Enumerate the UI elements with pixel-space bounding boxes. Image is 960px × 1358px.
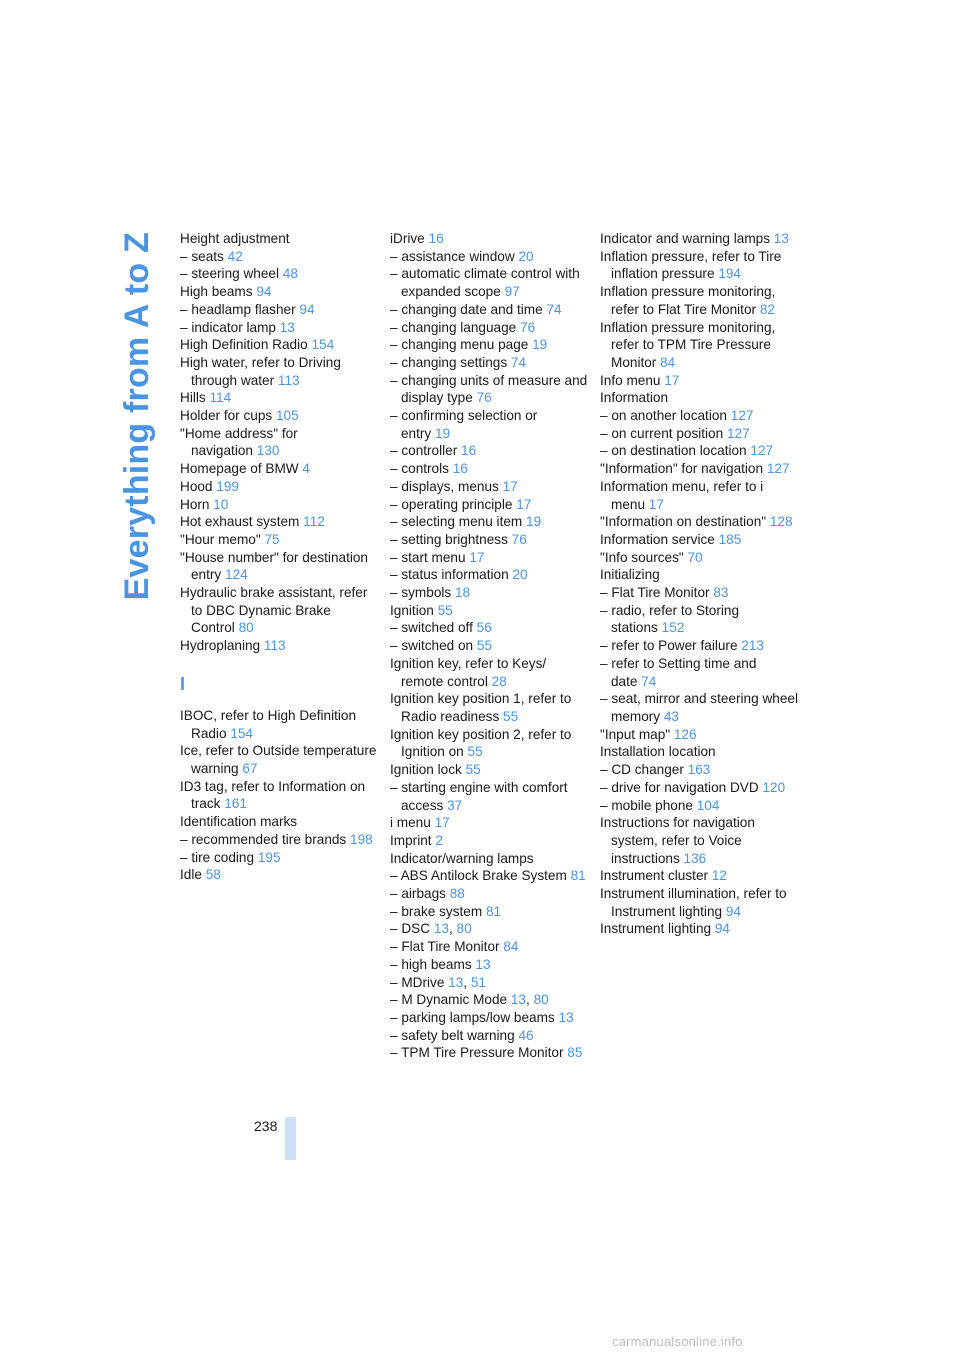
index-entry-text: – safety belt warning — [390, 1027, 515, 1043]
index-entry — [390, 513, 590, 531]
index-entry — [180, 496, 380, 514]
index-entry-text: "Home address" for navigation — [180, 425, 298, 459]
index-entry — [180, 389, 380, 407]
index-entry — [180, 513, 380, 531]
index-entry-text: Installation location — [600, 744, 716, 760]
index-entry — [180, 866, 380, 884]
index-entry-text: – changing language — [390, 319, 517, 335]
index-entry-text: – mobile phone — [600, 797, 693, 813]
page-reference-link[interactable]: 130 — [256, 443, 280, 459]
page-reference-link[interactable]: 16 — [461, 443, 477, 459]
page-reference-link[interactable]: 20 — [512, 567, 528, 583]
index-entry-text: Height adjustment — [180, 231, 290, 246]
page-reference-link[interactable]: 58 — [205, 867, 221, 883]
index-entry-text: Info menu — [600, 372, 661, 388]
index-entry — [600, 407, 800, 425]
index-entry — [180, 425, 380, 460]
index-entry — [390, 301, 590, 319]
page-reference-link[interactable]: 128 — [769, 514, 793, 530]
index-entry — [600, 602, 800, 637]
index-entry-text: – radio, refer to Storing stations — [600, 602, 740, 636]
index-entry-text: – airbags — [390, 886, 446, 902]
index-entry-text: Hood — [180, 478, 213, 494]
index-entry — [600, 690, 800, 725]
index-entry-text: Imprint — [390, 832, 432, 848]
index-entry — [180, 336, 380, 354]
index-entry — [600, 867, 800, 885]
page-reference-link[interactable]: 94 — [256, 284, 272, 300]
page-reference-link[interactable]: 154 — [311, 337, 335, 353]
index-entry-text: – seat, mirror and steering wheel memory — [600, 691, 798, 724]
index-entry — [180, 849, 380, 867]
index-entry-text: – on another location — [600, 408, 727, 424]
index-entry-text: Identification marks — [180, 814, 298, 830]
page-reference-link[interactable]: 13 — [475, 956, 491, 972]
index-entry-text: – TPM Tire Pressure Monitor — [390, 1045, 564, 1061]
index-entry — [390, 814, 590, 832]
index-entry — [600, 513, 800, 531]
index-entry — [390, 885, 590, 903]
index-entry — [390, 690, 590, 725]
index-entry — [600, 779, 800, 797]
index-entry — [390, 584, 590, 602]
index-entry-text: – changing units of measure and display type — [390, 372, 588, 406]
index-entry — [390, 336, 590, 354]
index-entry — [180, 778, 380, 813]
index-entry-text: High water, refer to Driving through water — [180, 354, 341, 388]
page-reference-link[interactable]: 13 — [510, 992, 526, 1008]
index-entry-text: – starting engine with comfort access — [390, 779, 568, 813]
page-reference-link[interactable]: 17 — [502, 478, 518, 494]
index-entry — [390, 602, 590, 620]
index-entry — [390, 761, 590, 779]
page-reference-link[interactable]: 46 — [518, 1027, 534, 1043]
page-reference-link[interactable]: 19 — [532, 337, 548, 353]
index-entry-text: Hydroplaning — [180, 638, 261, 654]
index-entry-text: – switched on — [390, 638, 474, 654]
index-entry-text: Instrument lighting — [600, 921, 712, 937]
page-reference-link[interactable]: 94 — [299, 301, 315, 317]
index-entry — [390, 478, 590, 496]
index-entry-text: "House number" for destination entry — [180, 549, 368, 583]
page-reference-link[interactable]: 55 — [503, 708, 519, 724]
index-entry — [180, 460, 380, 478]
index-entry-text: – MDrive — [390, 974, 445, 990]
index-entry — [600, 549, 800, 567]
page-reference-link[interactable]: 74 — [546, 301, 562, 317]
index-column-2 — [390, 230, 590, 1062]
index-entry — [180, 831, 380, 849]
index-entry — [390, 903, 590, 921]
index-entry — [180, 301, 380, 319]
index-entry-text: Hydraulic brake assistant, refer to DBC Dynamic Brake Control — [180, 585, 368, 636]
page-reference-link[interactable]: 42 — [227, 248, 243, 264]
page-reference-link[interactable]: 16 — [428, 231, 444, 246]
index-entry-text: – DSC — [390, 921, 431, 937]
index-entry: – MDrive 13, 51 — [390, 974, 486, 990]
page-reference-link[interactable]: 114 — [209, 390, 232, 406]
section-side-title: Everything from A to Z — [118, 232, 156, 601]
index-entry-text: – controls — [390, 461, 449, 477]
page-reference-link[interactable]: 13 — [558, 1009, 574, 1025]
index-entry — [390, 1044, 590, 1062]
index-entry — [600, 743, 800, 761]
index-entry — [600, 531, 800, 549]
index-entry-text: – changing settings — [390, 354, 508, 370]
index-entry-text: High beams — [180, 284, 253, 300]
index-entry — [390, 867, 590, 885]
index-entry-text: – parking lamps/low beams — [390, 1009, 555, 1025]
index-entry-text: i menu — [390, 815, 431, 831]
index-entry-text: – on destination location — [600, 443, 747, 459]
page-reference-link[interactable]: 85 — [567, 1045, 583, 1061]
index-entry — [600, 920, 800, 938]
page-reference-link[interactable]: 75 — [264, 531, 280, 547]
page-number-bar — [285, 1117, 296, 1160]
index-entry-text: Inflation pressure, refer to Tire inflation pressure — [600, 248, 782, 282]
index-entry — [390, 442, 590, 460]
index-entry — [180, 354, 380, 389]
index-entry-text: Instructions for navigation system, refer to Voice instructions — [600, 815, 755, 866]
page-reference-link[interactable]: 213 — [741, 638, 764, 654]
page-reference-link[interactable]: 194 — [718, 266, 741, 282]
page-number: 238 — [254, 1118, 278, 1134]
index-entry-text: – recommended tire brands — [180, 831, 347, 847]
index-entry — [390, 655, 590, 690]
index-entry — [180, 742, 380, 777]
index-entry — [600, 761, 800, 779]
page-reference-link[interactable]: 48 — [282, 266, 298, 282]
index-entry — [390, 956, 590, 974]
index-entry — [390, 230, 590, 248]
index-entry — [390, 496, 590, 514]
index-entry — [390, 619, 590, 637]
index-entry-text: – refer to Setting time and date — [600, 655, 757, 689]
index-entry-text: – drive for navigation DVD — [600, 779, 759, 795]
index-entry — [390, 319, 590, 337]
page-reference-link[interactable]: 18 — [454, 585, 471, 601]
index-entry — [600, 425, 800, 443]
page-reference-link[interactable]: 28 — [491, 673, 507, 689]
page-reference-link[interactable]: 17 — [664, 372, 680, 388]
index-entry — [600, 230, 800, 248]
index-entry-text: – tire coding — [180, 849, 255, 865]
index-entry — [390, 372, 590, 407]
index-entry — [600, 478, 800, 513]
page-reference-link[interactable]: 97 — [504, 284, 520, 300]
index-entry — [180, 478, 380, 496]
page-reference-link[interactable]: 13 — [773, 231, 789, 246]
index-entry-text: High Definition Radio — [180, 337, 308, 353]
index-entry-text: Indicator and warning lamps — [600, 231, 771, 246]
page-reference-link[interactable]: 70 — [687, 549, 703, 565]
index-column-1 — [180, 230, 380, 884]
index-entry-text: Information menu, refer to i menu — [600, 478, 764, 512]
page-reference-link[interactable]: 13 — [279, 319, 295, 335]
page-reference-link[interactable]: 83 — [713, 585, 729, 601]
index-entry-text: Ignition key, refer to Keys/ remote control — [390, 655, 547, 689]
page-reference-link[interactable]: 37 — [447, 797, 463, 813]
index-entry-text: Homepage of BMW — [180, 461, 299, 477]
index-entry-text: Instrument cluster — [600, 868, 709, 884]
index-entry-text: – brake system — [390, 903, 483, 919]
index-entry-text: Information — [600, 390, 669, 406]
page-reference-link[interactable]: 13 — [433, 921, 449, 937]
page-reference-link[interactable]: 199 — [216, 478, 239, 494]
page-reference-link[interactable]: 43 — [663, 708, 679, 724]
page-reference-link[interactable]: 55 — [437, 602, 453, 618]
page-reference-link[interactable]: 55 — [476, 638, 493, 654]
index-entry — [390, 726, 590, 761]
index-entry-text: iDrive — [390, 231, 425, 246]
page-reference-link[interactable]: 17 — [516, 496, 532, 512]
index-entry-text: – on current position — [600, 425, 724, 441]
index-entry — [390, 637, 590, 655]
page-reference-link[interactable]: 127 — [730, 408, 754, 424]
page-reference-link[interactable]: 105 — [275, 408, 299, 424]
page-reference-link[interactable]: 161 — [224, 796, 247, 812]
index-entry — [600, 248, 800, 283]
page-reference-link[interactable]: 152 — [661, 620, 685, 636]
index-entry — [600, 814, 800, 867]
index-entry-text: – switched off — [390, 620, 473, 636]
index-entry-text: Initializing — [600, 567, 660, 583]
page-reference-link[interactable]: 76 — [520, 319, 536, 335]
index-entry — [600, 319, 800, 372]
index-entry-text: "Information" for navigation — [600, 461, 764, 477]
index-entry — [600, 655, 800, 690]
index-entry-text: Ignition key position 1, refer to Radio readiness — [390, 691, 572, 724]
page-reference-link[interactable]: 127 — [766, 461, 790, 477]
index-entry-text: – seats — [180, 248, 224, 264]
page-reference-link[interactable]: 76 — [476, 390, 492, 406]
index-entry-text: Inflation pressure monitoring, refer to Flat Tire Monitor — [600, 284, 776, 317]
index-entry-text: IBOC, refer to High Definition Radio — [180, 707, 357, 741]
index-entry-text: Ignition key position 2, refer to Ignition on — [390, 726, 572, 760]
page-reference-link[interactable]: 136 — [683, 850, 707, 866]
index-entry-text: "Input map" — [600, 726, 671, 742]
index-entry — [390, 265, 590, 300]
index-entry-text: – displays, menus — [390, 478, 499, 494]
page-reference-link[interactable]: 19 — [526, 514, 542, 530]
index-entry-text: "Hour memo" — [180, 531, 261, 547]
page-reference-link[interactable]: 80 — [533, 992, 549, 1008]
index-entry: – M Dynamic Mode 13, 80 — [390, 992, 549, 1008]
index-entry-text: – changing menu page — [390, 337, 529, 353]
index-entry — [600, 566, 800, 584]
index-entry-text: ID3 tag, refer to Information on track — [180, 778, 366, 812]
page-reference-link[interactable]: 198 — [350, 831, 373, 847]
index-entry — [180, 637, 380, 655]
page-reference-link[interactable]: 76 — [511, 531, 527, 547]
index-entry — [390, 248, 590, 266]
index-entry — [180, 549, 380, 584]
page-reference-link[interactable]: 127 — [750, 443, 774, 459]
page-reference-link[interactable]: 10 — [213, 496, 229, 512]
page-reference-link[interactable]: 88 — [449, 886, 465, 902]
page-reference-link[interactable]: 16 — [452, 461, 468, 477]
page-reference-link[interactable]: 154 — [230, 725, 253, 741]
index-entry-text: – start menu — [390, 549, 466, 565]
index-entry — [390, 407, 590, 442]
page-reference-link[interactable]: 74 — [641, 673, 657, 689]
page-reference-link[interactable]: 94 — [725, 903, 741, 919]
index-entry-text: Ignition lock — [390, 762, 462, 778]
page-reference-link[interactable]: 12 — [711, 868, 727, 884]
index-entry-text: – high beams — [390, 956, 472, 972]
index-entry-text: Idle — [180, 867, 202, 883]
index-entry-text: – Flat Tire Monitor — [390, 939, 500, 955]
index-entry — [600, 283, 800, 318]
index-entry — [390, 832, 590, 850]
index-entry — [180, 584, 380, 637]
page-reference-link[interactable]: 20 — [518, 248, 534, 264]
index-entry — [390, 779, 590, 814]
page-reference-link[interactable]: 67 — [242, 760, 258, 776]
index-entry-text: – assistance window — [390, 248, 515, 264]
index-entry-text: – changing date and time — [390, 301, 543, 317]
page-reference-link[interactable]: 2 — [435, 832, 443, 848]
index-entry-text: Horn — [180, 496, 210, 512]
index-entry — [390, 1009, 590, 1027]
page-reference-link[interactable]: 120 — [762, 779, 786, 795]
page-reference-link[interactable]: 113 — [263, 638, 286, 654]
index-entry: – DSC 13, 80 — [390, 921, 472, 937]
index-entry-text: "Info sources" — [600, 549, 684, 565]
index-entry — [180, 531, 380, 549]
index-entry-text: – refer to Power failure — [600, 638, 738, 654]
index-entry-text: – symbols — [390, 585, 452, 601]
index-entry-text: Indicator/warning lamps — [390, 850, 534, 866]
index-entry-text: – M Dynamic Mode — [390, 992, 508, 1008]
index-entry — [600, 637, 800, 655]
index-entry-text: Holder for cups — [180, 408, 273, 424]
page-reference-link[interactable]: 127 — [726, 425, 750, 441]
index-entry-text: Ignition — [390, 602, 434, 618]
index-entry — [180, 707, 380, 742]
index-entry-text: – operating principle — [390, 496, 513, 512]
page-reference-link[interactable]: 113 — [277, 372, 300, 388]
index-entry-text: – controller — [390, 443, 458, 459]
page-reference-link[interactable]: 55 — [467, 744, 483, 760]
index-entry — [600, 726, 800, 744]
index-entry — [180, 283, 380, 301]
index-entry-text: "Information on destination" — [600, 514, 767, 530]
index-entry-text: Instrument illumination, refer to Instrument lighting — [600, 886, 787, 919]
page-reference-link[interactable]: 126 — [673, 726, 697, 742]
page-reference-link[interactable]: 195 — [257, 849, 281, 865]
page-reference-link[interactable]: 112 — [303, 514, 325, 530]
page-reference-link[interactable]: 81 — [570, 868, 586, 884]
page-reference-link[interactable]: 104 — [696, 797, 720, 813]
index-entry-text: – indicator lamp — [180, 319, 276, 335]
index-entry-text: – setting brightness — [390, 531, 508, 547]
page-reference-link[interactable]: 81 — [485, 903, 502, 919]
index-entry — [180, 407, 380, 425]
page-reference-link[interactable]: 82 — [759, 301, 775, 317]
index-entry — [180, 230, 380, 248]
index-entry-text: – steering wheel — [180, 266, 279, 282]
index-entry-text: Hills — [180, 390, 206, 406]
index-entry-text: – Flat Tire Monitor — [600, 585, 710, 601]
page-reference-link[interactable]: 17 — [648, 496, 664, 512]
index-entry — [390, 460, 590, 478]
index-entry-text: – selecting menu item — [390, 514, 523, 530]
page-reference-link[interactable]: 56 — [476, 620, 492, 636]
index-entry-text: Ice, refer to Outside temperature warning — [180, 743, 377, 776]
index-entry — [180, 813, 380, 831]
index-entry-text: – CD changer — [600, 762, 684, 778]
index-entry-text: – headlamp flasher — [180, 301, 296, 317]
page-reference-link[interactable]: 80 — [456, 921, 472, 937]
index-entry — [600, 389, 800, 407]
page-reference-link[interactable]: 124 — [225, 567, 248, 583]
index-entry-text: Hot exhaust system — [180, 514, 300, 530]
index-entry-text: – confirming selection or entry — [390, 408, 538, 441]
watermark: carmanualsonline.info — [612, 1334, 743, 1349]
index-entry — [600, 442, 800, 460]
page-reference-link[interactable]: 185 — [718, 531, 742, 547]
index-entry — [600, 885, 800, 920]
page-reference-link[interactable]: 17 — [469, 549, 485, 565]
index-entry — [390, 938, 590, 956]
index-entry — [390, 531, 590, 549]
index-entry — [600, 584, 800, 602]
page-reference-link[interactable]: 84 — [660, 354, 676, 370]
index-letter-heading: I — [180, 673, 186, 694]
page-reference-link[interactable]: 55 — [465, 762, 481, 778]
page-reference-link[interactable]: 80 — [238, 620, 254, 636]
index-entry — [390, 549, 590, 567]
index-column-3 — [600, 230, 800, 938]
index-entry-text: Inflation pressure monitoring, refer to TPM Tire Pressure Monitor — [600, 319, 776, 370]
page-reference-link[interactable]: 74 — [510, 354, 527, 370]
index-entry — [390, 566, 590, 584]
page-reference-link[interactable]: 84 — [503, 939, 519, 955]
page-reference-link[interactable]: 51 — [470, 974, 486, 990]
index-entry-text: Information service — [600, 531, 715, 547]
index-entry — [600, 372, 800, 390]
index-entry — [390, 850, 590, 868]
page-reference-link[interactable]: 17 — [434, 815, 450, 831]
index-entry-text: – automatic climate control with expanded scope — [390, 266, 580, 300]
index-entry — [180, 248, 380, 266]
index-entry — [180, 265, 380, 283]
index-entry-text: – status information — [390, 567, 509, 583]
index-entry — [180, 319, 380, 337]
page-reference-link[interactable]: 19 — [435, 425, 451, 441]
page-reference-link[interactable]: 13 — [448, 974, 464, 990]
index-entry — [600, 797, 800, 815]
index-entry — [390, 354, 590, 372]
index-entry — [390, 1027, 590, 1045]
page-reference-link[interactable]: 163 — [687, 762, 711, 778]
page-reference-link[interactable]: 94 — [714, 921, 730, 937]
index-entry — [600, 460, 800, 478]
page-reference-link[interactable]: 4 — [302, 461, 310, 477]
index-entry-text: – ABS Antilock Brake System — [390, 868, 567, 884]
